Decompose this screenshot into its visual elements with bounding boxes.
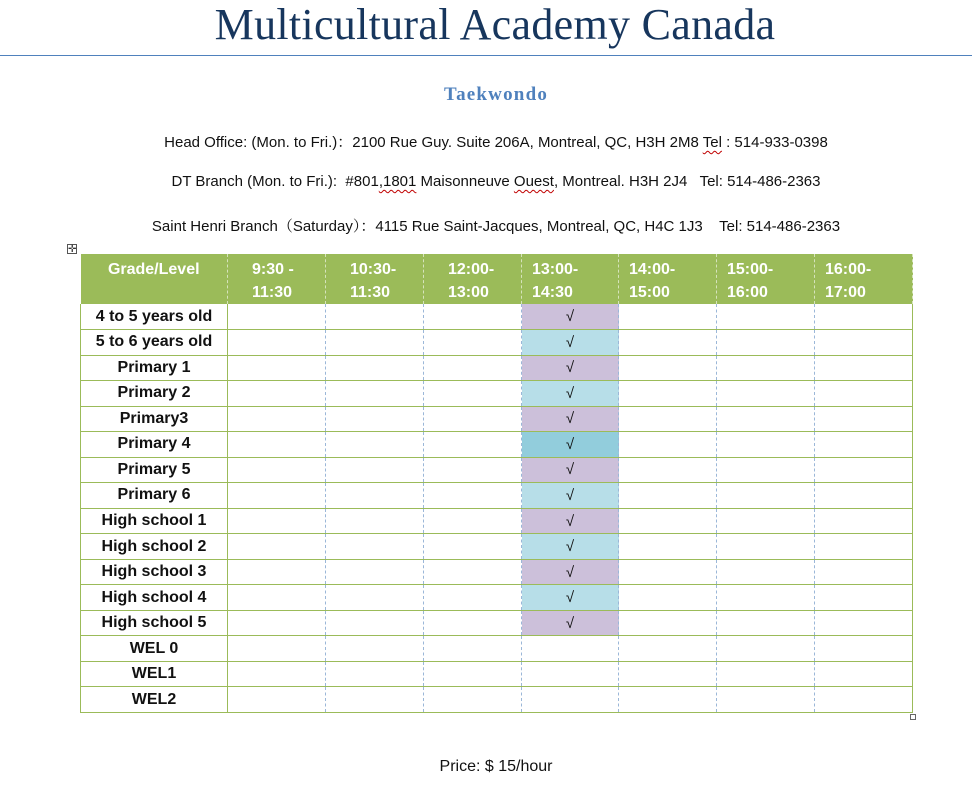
schedule-cell[interactable] [326, 610, 424, 636]
grade-cell: High school 3 [81, 559, 228, 585]
time-slot-end: 11:30 [350, 284, 391, 301]
grade-cell: High school 5 [81, 610, 228, 636]
schedule-cell[interactable] [717, 610, 815, 636]
schedule-cell[interactable] [326, 585, 424, 611]
schedule-cell[interactable] [326, 330, 424, 356]
table-row [81, 355, 913, 381]
schedule-cell[interactable] [326, 381, 424, 407]
schedule-cell[interactable] [619, 381, 717, 407]
schedule-cell[interactable] [228, 636, 326, 662]
schedule-cell[interactable] [228, 355, 326, 381]
schedule-cell[interactable] [228, 559, 326, 585]
schedule-cell[interactable] [326, 534, 424, 560]
schedule-cell[interactable] [228, 432, 326, 458]
table-row [81, 585, 913, 611]
time-slot-start: 14:00- [629, 261, 676, 278]
time-slot-start: 13:00- [532, 261, 579, 278]
page-subtitle: Taekwondo [443, 84, 549, 105]
table-row [81, 381, 913, 407]
schedule-cell[interactable] [815, 661, 913, 687]
schedule-cell[interactable] [717, 687, 815, 713]
table-row [81, 534, 913, 560]
schedule-cell[interactable] [717, 585, 815, 611]
table-move-handle-icon[interactable]: ✛ [68, 244, 77, 255]
schedule-cell[interactable] [619, 661, 717, 687]
grade-level-header: Grade/Level [81, 254, 228, 304]
schedule-cell[interactable] [424, 483, 522, 509]
schedule-cell[interactable] [815, 508, 913, 534]
table-row [81, 610, 913, 636]
table-row [81, 457, 913, 483]
table-resize-handle[interactable] [910, 714, 916, 720]
schedule-cell[interactable] [228, 304, 326, 330]
table-row [81, 304, 913, 330]
grade-cell: WEL 0 [81, 636, 228, 662]
schedule-cell[interactable] [815, 687, 913, 713]
schedule-cell[interactable] [228, 687, 326, 713]
schedule-cell[interactable] [228, 508, 326, 534]
dt-branch-address-end: , Montreal. H3H 2J4 Tel: 514-486-2363 [553, 173, 821, 190]
schedule-cell[interactable] [717, 406, 815, 432]
saint-henri-branch-line: Saint Henri Branch（Saturday）：4115 Rue Saint-Jacques, Montreal, QC, H4C 1J3 Tel: 514-486-2363 [151, 218, 841, 235]
grade-cell: High school 4 [81, 585, 228, 611]
schedule-check-cell[interactable]: √ [522, 559, 619, 585]
schedule-check-cell[interactable]: √ [522, 483, 619, 509]
schedule-check-cell[interactable]: √ [522, 304, 619, 330]
schedule-cell[interactable] [424, 610, 522, 636]
schedule-cell[interactable] [815, 636, 913, 662]
schedule-cell[interactable] [424, 406, 522, 432]
schedule-cell[interactable] [815, 304, 913, 330]
schedule-cell[interactable] [717, 559, 815, 585]
schedule-cell[interactable] [619, 330, 717, 356]
dt-branch-address-start: DT Branch (Mon. to Fri.): #801 [171, 173, 379, 190]
page-title: Multicultural Academy Canada [214, 0, 776, 49]
time-slot-header [326, 254, 424, 304]
schedule-cell[interactable] [424, 508, 522, 534]
schedule-cell[interactable] [522, 636, 619, 662]
schedule-cell[interactable] [424, 381, 522, 407]
schedule-cell[interactable] [228, 661, 326, 687]
time-slot-header [717, 254, 815, 304]
schedule-cell[interactable] [815, 534, 913, 560]
schedule-check-cell[interactable]: √ [522, 406, 619, 432]
schedule-cell[interactable] [717, 432, 815, 458]
time-slot-start: 10:30- [350, 261, 397, 278]
time-slot-end: 15:00 [629, 284, 670, 301]
schedule-cell[interactable] [424, 534, 522, 560]
schedule-cell[interactable] [326, 636, 424, 662]
time-slot-end: 14:30 [532, 284, 573, 301]
table-row [81, 559, 913, 585]
schedule-cell[interactable] [228, 483, 326, 509]
schedule-cell[interactable] [815, 432, 913, 458]
schedule-cell[interactable] [228, 406, 326, 432]
schedule-cell[interactable] [717, 483, 815, 509]
schedule-cell[interactable] [228, 585, 326, 611]
schedule-cell[interactable] [228, 457, 326, 483]
time-slot-header [424, 254, 522, 304]
time-slot-header [815, 254, 913, 304]
time-slot-header [619, 254, 717, 304]
head-office-line [0, 131, 972, 152]
schedule-cell[interactable] [717, 330, 815, 356]
time-slot-start: 16:00- [825, 261, 872, 278]
schedule-cell[interactable] [717, 636, 815, 662]
table-row [81, 406, 913, 432]
title-divider [0, 55, 972, 56]
schedule-cell[interactable] [619, 508, 717, 534]
schedule-cell[interactable] [228, 534, 326, 560]
dt-branch-ouest: Ouest [513, 173, 554, 190]
schedule-cell[interactable] [717, 661, 815, 687]
grade-cell: Primary 5 [81, 457, 228, 483]
table-row [81, 483, 913, 509]
head-office-tel-label: Tel [702, 134, 722, 151]
schedule-cell[interactable] [815, 559, 913, 585]
schedule-cell[interactable] [424, 559, 522, 585]
dt-branch-line [0, 173, 972, 190]
schedule-cell[interactable] [619, 610, 717, 636]
schedule-check-cell[interactable]: √ [522, 534, 619, 560]
schedule-check-cell[interactable]: √ [522, 508, 619, 534]
schedule-check-cell[interactable]: √ [522, 610, 619, 636]
schedule-cell[interactable] [619, 406, 717, 432]
grade-cell: High school 2 [81, 534, 228, 560]
schedule-check-cell[interactable]: √ [522, 432, 619, 458]
schedule-cell[interactable] [326, 687, 424, 713]
price-label: Price: $ 15/hour [439, 758, 553, 775]
schedule-cell[interactable] [815, 610, 913, 636]
grade-cell: 4 to 5 years old [81, 304, 228, 330]
schedule-body [81, 304, 913, 713]
grade-cell: Primary3 [81, 406, 228, 432]
schedule-cell[interactable] [815, 457, 913, 483]
schedule-cell[interactable] [326, 406, 424, 432]
schedule-cell[interactable] [717, 508, 815, 534]
table-row [81, 432, 913, 458]
schedule-cell[interactable] [522, 661, 619, 687]
schedule-cell[interactable] [619, 432, 717, 458]
schedule-cell[interactable] [228, 610, 326, 636]
dt-branch-number: ,1801 [378, 173, 417, 190]
table-row [81, 687, 913, 713]
grade-cell: Primary 2 [81, 381, 228, 407]
table-header-row [81, 254, 913, 304]
schedule-cell[interactable] [815, 483, 913, 509]
table-row [81, 661, 913, 687]
time-slot-header [228, 254, 326, 304]
schedule-cell[interactable] [326, 304, 424, 330]
schedule-cell[interactable] [815, 381, 913, 407]
head-office-phone: : 514-933-0398 [721, 134, 828, 151]
schedule-cell[interactable] [717, 381, 815, 407]
table-row [81, 330, 913, 356]
schedule-cell[interactable] [326, 457, 424, 483]
schedule-cell[interactable] [815, 406, 913, 432]
schedule-cell[interactable] [619, 636, 717, 662]
time-slot-header [522, 254, 619, 304]
schedule-cell[interactable] [326, 432, 424, 458]
schedule-cell[interactable] [619, 304, 717, 330]
schedule-cell[interactable] [619, 585, 717, 611]
schedule-table [80, 254, 913, 713]
time-slot-start: 12:00- [448, 261, 495, 278]
schedule-cell[interactable] [424, 355, 522, 381]
table-row [81, 636, 913, 662]
schedule-cell[interactable] [424, 585, 522, 611]
schedule-cell[interactable] [424, 304, 522, 330]
schedule-cell[interactable] [619, 559, 717, 585]
time-slot-end: 11:30 [252, 284, 293, 301]
schedule-cell[interactable] [424, 457, 522, 483]
time-slot-start: 15:00- [727, 261, 774, 278]
schedule-cell[interactable] [326, 559, 424, 585]
schedule-cell[interactable] [228, 330, 326, 356]
schedule-cell[interactable] [326, 483, 424, 509]
schedule-check-cell[interactable]: √ [522, 457, 619, 483]
schedule-check-cell[interactable]: √ [522, 355, 619, 381]
schedule-cell[interactable] [619, 483, 717, 509]
time-slot-end: 16:00 [727, 284, 768, 301]
schedule-cell[interactable] [326, 508, 424, 534]
schedule-cell[interactable] [717, 355, 815, 381]
schedule-cell[interactable] [619, 457, 717, 483]
schedule-cell[interactable] [326, 355, 424, 381]
schedule-cell[interactable] [619, 355, 717, 381]
schedule-cell[interactable] [619, 687, 717, 713]
table-row [81, 508, 913, 534]
grade-cell: High school 1 [81, 508, 228, 534]
schedule-cell[interactable] [717, 304, 815, 330]
schedule-cell[interactable] [522, 687, 619, 713]
grade-cell: WEL1 [81, 661, 228, 687]
schedule-check-cell[interactable]: √ [522, 330, 619, 356]
time-slot-end: 13:00 [448, 284, 489, 301]
schedule-cell[interactable] [619, 534, 717, 560]
grade-cell: 5 to 6 years old [81, 330, 228, 356]
schedule-check-cell[interactable]: √ [522, 585, 619, 611]
schedule-cell[interactable] [815, 330, 913, 356]
schedule-cell[interactable] [424, 661, 522, 687]
schedule-cell[interactable] [424, 330, 522, 356]
dt-branch-street: Maisonneuve [416, 173, 514, 190]
time-slot-start: 9:30 - [252, 261, 294, 278]
schedule-cell[interactable] [717, 534, 815, 560]
schedule-cell[interactable] [424, 687, 522, 713]
schedule-cell[interactable] [717, 457, 815, 483]
grade-cell: Primary 4 [81, 432, 228, 458]
schedule-cell[interactable] [815, 585, 913, 611]
time-slot-end: 17:00 [825, 284, 866, 301]
schedule-cell[interactable] [815, 355, 913, 381]
schedule-cell[interactable] [424, 432, 522, 458]
schedule-cell[interactable] [424, 636, 522, 662]
head-office-address: Head Office: (Mon. to Fri.)：2100 Rue Guy. Suite 206A, Montreal, QC, H3H 2M8 [164, 134, 703, 151]
grade-cell: Primary 6 [81, 483, 228, 509]
schedule-check-cell[interactable]: √ [522, 381, 619, 407]
schedule-cell[interactable] [326, 661, 424, 687]
grade-cell: Primary 1 [81, 355, 228, 381]
schedule-cell[interactable] [228, 381, 326, 407]
grade-cell: WEL2 [81, 687, 228, 713]
